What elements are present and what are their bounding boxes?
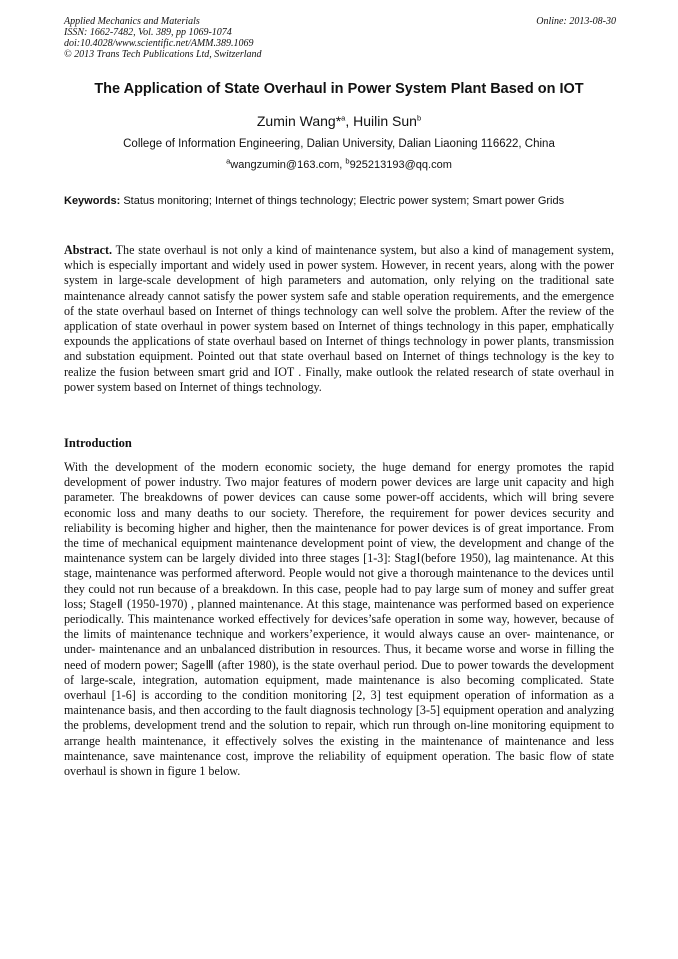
email-line <box>40 156 638 171</box>
paper-title: The Application of State Overhaul in Power System Plant Based on IOT <box>94 81 584 97</box>
abstract-label: Abstract. <box>64 243 113 257</box>
author-2: Huilin Sun <box>353 113 417 129</box>
email-b-superscript: b <box>345 156 350 166</box>
doi-line: doi:10.4028/www.scientific.net/AMM.389.1069 <box>64 38 254 49</box>
journal-header <box>64 16 616 60</box>
email-a: wangzumin@163.com, <box>230 159 346 171</box>
email-a-superscript: a <box>226 156 231 166</box>
author-2-superscript: b <box>416 113 422 123</box>
keywords-text: Status monitoring; Internet of things technology; Electric power system; Smart power Grids <box>123 195 565 207</box>
online-date: Online: 2013-08-30 <box>536 16 616 27</box>
abstract <box>64 243 614 395</box>
affiliation: College of Information Engineering, Dalian University, Dalian Liaoning 116622, China <box>123 138 555 150</box>
copyright-line: © 2013 Trans Tech Publications Ltd, Switzerland <box>64 49 262 60</box>
issn-line: ISSN: 1662-7482, Vol. 389, pp 1069-1074 <box>64 27 232 38</box>
author-separator: , <box>345 113 354 129</box>
author-1: Zumin Wang* <box>256 113 342 129</box>
email-b: 925213193@qq.com <box>349 159 452 171</box>
abstract-text: The state overhaul is not only a kind of maintenance system, but also a kind of management system, which is especially important and widely used in power system. However, in recent years, along with the power system in large-scale development of high parameters and automation, only relying on the traditional sate maintenance already cannot satisfy the power system safe and stable operation requirements, and the emergence of the state overhaul based on Internet of things technology can well solve the problem. After the review of the application of state overhaul in power system based on Internet of things technology in this paper, emphatically expounds the applications of state overhaul based on Internet of things technology in power plants, transmission and substation equipment. Pointed out that state overhaul based on Internet of things technology is the key to realize the fusion between smart grid and IOT . Finally, make outlook the related research of state overhaul in power system based on Internet of things technology. <box>64 243 614 394</box>
keywords <box>64 194 614 208</box>
author-line <box>40 113 638 129</box>
introduction-text: With the development of the modern economic society, the huge demand for energy promotes the rapid development of power industry. Two major features of modern power devices are large unit capacity and high parameter. The breakdowns of power devices can cause some power-off accidents, which will bring severe economic loss and many deaths to our society. Therefore, the requirement for power devices security and reliability is becoming higher and higher, then the maintenance for power devices is of great importance. From the time of mechanical equipment maintenance development point of view, the development and change of the maintenance system can be largely divided into three stages [1-3]: StagⅠ(before 1950), lag maintenance. At this stage, maintenance was performed afterword. People would not give a thorough maintenance to the devices until they could not run because of a breakdown. In this case, people had to pay large sum of money and suffer great loss; StageⅡ (1950-1970) , planned maintenance. At this stage, maintenance was performed based on experience periodically. This maintenance worked effectively for devices’safe operation in some way, however, because of the limits of maintenance technique and workers’experience, it would always cause an over- maintenance, or under- maintenance and an unbalanced distribution in resources. Thus, it became worse and worse in filling the need of modern power; SageⅢ (after 1980), is the state overhaul period. Due to power towards the development of large-scale, integration, automation equipment, made maintenance is also becoming complicated. State overhaul [1-6] is according to the condition monitoring [2, 3] test equipment operation of information as a maintenance basis, and then according to the fault diagnosis technology [3-5] equipment operation and analyzing the problems, development trend and the solution to repair, which run through on-line monitoring equipment to arrange health maintenance, it effectively solves the existing in the maintenance of maintenance and less maintenance, save maintenance cost, improve the reliability of equipment operation. The basic flow of state overhaul is shown in figure 1 below. <box>64 460 614 779</box>
keywords-label: Keywords: <box>64 195 121 207</box>
introduction-heading: Introduction <box>64 436 132 450</box>
journal-name: Applied Mechanics and Materials <box>64 16 200 27</box>
author-1-superscript: a <box>341 113 346 123</box>
